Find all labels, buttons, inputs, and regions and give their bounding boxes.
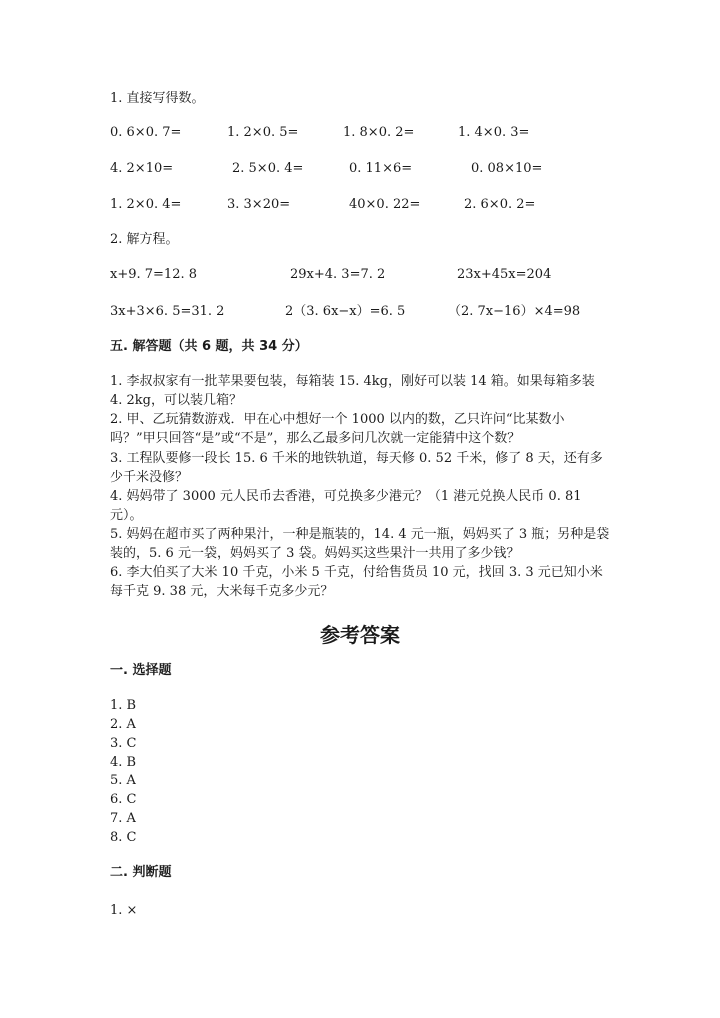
- answer-item: 6. C: [110, 792, 137, 807]
- q1-title: 1. 直接写得数。: [110, 91, 205, 106]
- answers-section2-title: 二. 判断题: [110, 865, 172, 880]
- q1-item: 1. 2×0. 4=: [110, 197, 182, 212]
- q2-item: x+9. 7=12. 8: [110, 267, 198, 282]
- problem-item: 4. 妈妈带了 3000 元人民币去香港，可兑换多少港元？（1 港元兑换人民币 0. 81 元）。: [110, 489, 582, 523]
- answer-item: 8. C: [110, 830, 137, 845]
- answers-section1-title: 一. 选择题: [110, 663, 172, 678]
- q1-item: 1. 4×0. 3=: [458, 125, 530, 140]
- q1-item: 1. 2×0. 5=: [227, 125, 299, 140]
- q1-item: 0. 08×10=: [471, 161, 543, 176]
- q2-item: 29x+4. 3=7. 2: [290, 267, 386, 282]
- problem-item: 6. 李大伯买了大米 10 千克，小米 5 千克，付给售货员 10 元，找回 3. 3 元已知小米每千克 9. 38 元，大米每千克多少元？: [110, 565, 603, 599]
- q1-item: 1. 8×0. 2=: [343, 125, 415, 140]
- q1-item: 2. 5×0. 4=: [232, 161, 304, 176]
- q2-item: 2（3. 6x−x）=6. 5: [285, 304, 406, 319]
- q1-item: 3. 3×20=: [227, 197, 291, 212]
- q1-item: 4. 2×10=: [110, 161, 174, 176]
- answer-item: 4. B: [110, 755, 137, 770]
- problem-item: 2. 甲、乙玩猜数游戏．甲在心中想好一个 1000 以内的数，乙只许问“比某数小吗？”甲只回答“是”或“不是”，那么乙最多问几次就一定能猜中这个数？: [110, 412, 565, 446]
- q2-item: 23x+45x=204: [457, 267, 552, 282]
- problem-item: 5. 妈妈在超市买了两种果汁，一种是瓶装的，14. 4 元一瓶，妈妈买了 3 瓶；另种是袋装的，5. 6 元一袋，妈妈买了 3 袋。妈妈买这些果汁一共用了多少钱？: [110, 527, 610, 561]
- problem-item: 1. 李叔叔家有一批苹果要包装，每箱装 15. 4kg，刚好可以装 14 箱。如果每箱多装 4. 2kg，可以装几箱？: [110, 374, 595, 408]
- answer-item: 1. B: [110, 698, 137, 713]
- q1-item: 0. 6×0. 7=: [110, 125, 182, 140]
- q2-title: 2. 解方程。: [110, 232, 179, 247]
- answer-item: 3. C: [110, 736, 137, 751]
- q1-item: 0. 11×6=: [349, 161, 413, 176]
- answer-item: 5. A: [110, 773, 136, 788]
- answer-item: 1. ×: [110, 903, 138, 918]
- q2-item: 3x+3×6. 5=31. 2: [110, 304, 225, 319]
- answer-item: 2. A: [110, 717, 136, 732]
- section5-title: 五. 解答题（共 6 题，共 34 分）: [110, 339, 308, 354]
- problem-item: 3. 工程队要修一段长 15. 6 千米的地铁轨道，每天修 0. 52 千米，修了 8 天，还有多少千米没修？: [110, 451, 603, 485]
- q1-item: 40×0. 22=: [349, 197, 421, 212]
- answer-item: 7. A: [110, 811, 136, 826]
- answers-title: 参考答案: [320, 623, 400, 647]
- q1-item: 2. 6×0. 2=: [464, 197, 536, 212]
- q2-item: （2. 7x−16）×4=98: [448, 304, 581, 319]
